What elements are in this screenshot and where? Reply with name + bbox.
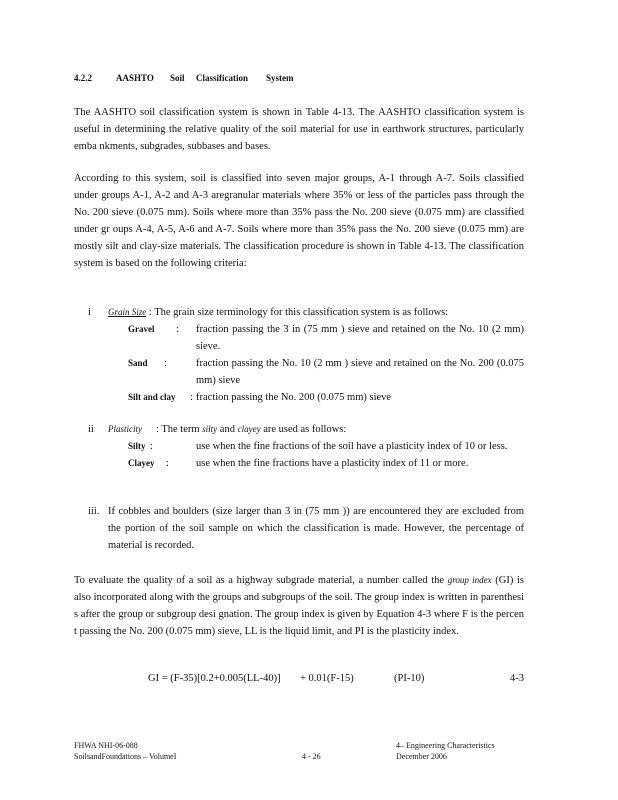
definition-term: Gravel [128, 324, 155, 334]
definition-silty [128, 438, 524, 455]
term-silty: silty [202, 424, 218, 434]
criteria-label-plasticity: Plasticity [108, 424, 142, 434]
definition-colon: : [150, 441, 153, 452]
footer-page-number: 4 - 26 [302, 752, 321, 761]
equation-mid: + 0.01(F-15) [300, 673, 354, 684]
criteria-intro-b: and [219, 424, 235, 435]
equation-left: GI = (F-35)[0.2+0.005(LL-40)] [148, 673, 281, 684]
definition-sand [128, 355, 524, 389]
section-title-word-1: AASHTO [116, 73, 154, 83]
section-title-word-3: Classification [196, 73, 249, 83]
criteria-cobbles-body [88, 503, 524, 554]
definition-term: Silt and clay [128, 392, 176, 402]
equation-number: 4-3 [510, 673, 524, 684]
definition-colon: : [176, 324, 179, 335]
section-number: 4.2.2 [74, 73, 92, 83]
paragraph-intro: The AASHTO soil classification system is shown in Table 4-13. The AASHTO classification system is useful in determining the relative quality of the soil material for use in earthwork structures, particularly emba nkments, subgrades, subbases and bases. [74, 107, 524, 152]
footer-date: December 2006 [396, 752, 447, 761]
criteria-grain-size-line [88, 304, 524, 321]
definition-colon: : [166, 458, 169, 469]
criteria-item-grain-size [88, 304, 524, 406]
criteria-marker: ii [88, 424, 94, 435]
criteria-intro-c: are used as follows: [263, 424, 347, 435]
section-title-word-2: Soil [170, 73, 185, 83]
definition-desc: fraction passing the No. 10 (2 mm ) sieve and retained on the No. 200 (0.075 mm) sieve [196, 358, 524, 386]
definition-term: Clayey [128, 458, 155, 468]
criteria-intro: : The grain size terminology for this classification system is as follows: [148, 307, 449, 318]
definition-desc: fraction passing the No. 200 (0.075 mm) sieve [196, 392, 392, 403]
definition-desc: fraction passing the 3 in (75 mm ) sieve and retained on the No. 10 (2 mm) sieve. [196, 324, 524, 352]
criteria-item-plasticity [88, 421, 524, 472]
footer-chapter: 4– Engineering Characteristics [396, 741, 495, 750]
definition-silt-and-clay [128, 389, 524, 406]
equation-4-3 [148, 673, 524, 684]
criteria-item-cobbles [88, 503, 524, 554]
definition-desc: use when the fine fractions have a plasticity index of 11 or more. [196, 458, 469, 469]
definition-colon: : [190, 392, 193, 403]
criteria-marker: iii. [88, 506, 100, 517]
definition-colon: : [164, 358, 167, 369]
definition-term: Silty [128, 441, 146, 451]
group-index-text-a: To evaluate the quality of a soil as a highway subgrade material, a number called the [74, 575, 445, 586]
criteria-cobbles-text: If cobbles and boulders (size larger than 3 in (75 mm )) are encountered they are excluded from the portion of the soil sample on which the classification is made. However, the percentage of material is recorded. [108, 506, 524, 551]
criteria-intro-a: : The term [156, 424, 200, 435]
paragraph-groups: According to this system, soil is classified into seven major groups, A-1 through A-7. Soils classified under groups A-1, A-2 and A-3 aregranular materials where 35% or less of the particles pass through the No. 200 sieve (0.075 mm). Soils where more than 35% pass the No. 200 sieve (0.075 mm) are classified under gr oups A-4, A-5, A-6 and A-7. Soils where more than 35% pass the No. 200 sieve (0.075 mm) are mostly silt and clay-size materials. The classification procedure is shown in Table 4-13. The classification system is based on the following criteria: [74, 173, 524, 269]
definition-gravel [128, 321, 524, 355]
footer-publication-id: FHWA NHI-06-088 [74, 741, 138, 750]
paragraph-group-index [74, 572, 524, 640]
definition-term: Sand [128, 358, 148, 368]
definition-clayey [128, 455, 524, 472]
section-title-word-4: System [266, 73, 294, 83]
criteria-marker: i [88, 307, 91, 318]
footer-publication-title: SoilsandFoundations – VolumeI [74, 752, 177, 761]
equation-right: (PI-10) [394, 673, 425, 684]
group-index-text-b: (GI) is also incorporated along with the groups and subgroups of the soil. The group index is written in parenthesi s after the group or subgroup desi gnation. The group index is given by Equation 4-3 where F is the percen t passing the No. 200 (0.075 mm) sieve, LL is the liquid limit, and PI is the plasticity index. [74, 575, 525, 637]
criteria-plasticity-line [88, 421, 524, 438]
definition-desc: use when the fine fractions of the soil have a plasticity index of 10 or less. [196, 441, 508, 452]
section-heading [74, 73, 294, 83]
criteria-label-grain-size: Grain Size [108, 307, 147, 317]
term-clayey: clayey [237, 424, 261, 434]
group-index-term: group index [447, 575, 492, 585]
